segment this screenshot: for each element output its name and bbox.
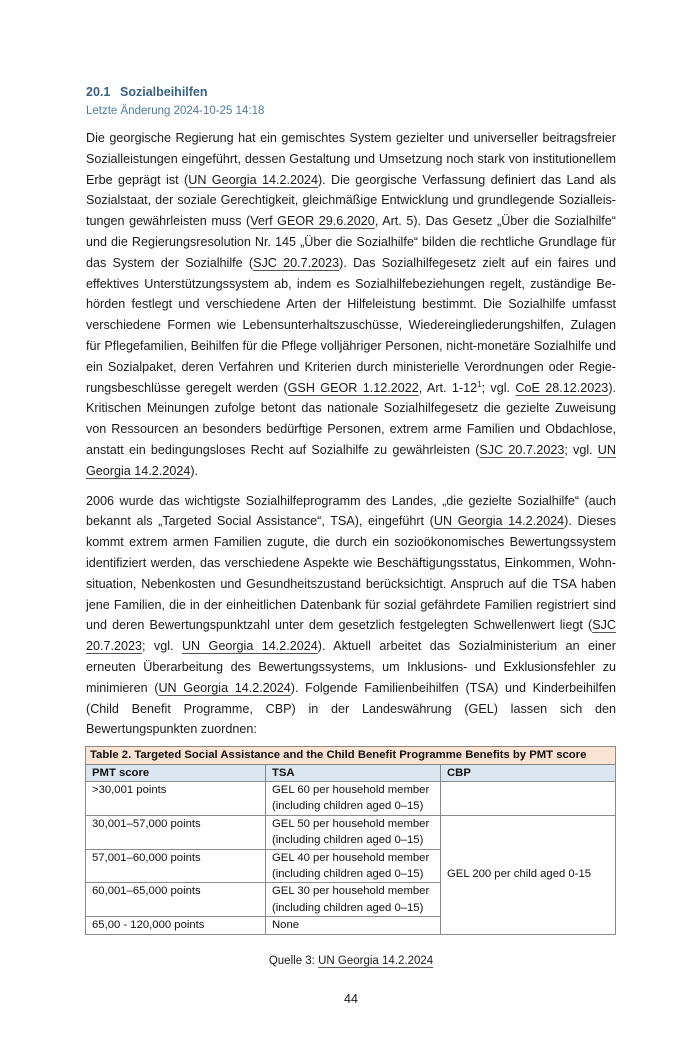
page-number: 44 <box>344 991 358 1006</box>
last-modified: Letzte Änderung 2024-10-25 14:18 <box>86 105 265 117</box>
table-row <box>86 781 616 815</box>
tsa-cell: GEL 40 per household member (including children aged 0–15) <box>266 849 441 883</box>
pmt-cell: 57,001–60,000 points <box>86 849 266 883</box>
tsa-cell: GEL 60 per household member (including children aged 0–15) <box>266 781 441 815</box>
pmt-cell: 60,001–65,000 points <box>86 883 266 917</box>
table-header-row <box>86 764 616 781</box>
cbp-cell <box>441 815 616 934</box>
citation-link[interactable]: UN Georgia 14.2.2024 <box>158 680 291 695</box>
citation-link[interactable]: SJC 20.7.2023 <box>479 442 565 457</box>
benefits-table <box>85 746 616 934</box>
citation-link[interactable]: SJC 20.7.2023 <box>253 255 340 270</box>
paragraph-text: ; vgl. <box>564 442 598 457</box>
citation-link[interactable]: GSH GEOR 1.12.2022 <box>287 380 419 395</box>
paragraph-text: ). Aktuell arbeitet das Sozialministerium an einer erneuten Überarbeitung des Bewertungssystems, um Inklusions- und Exklusionsfehler zu minimieren ( <box>86 639 616 695</box>
pmt-cell: >30,001 points <box>86 781 266 815</box>
table-title: Table 2. Targeted Social Assistance and the Child Benefit Programme Benefits by PMT score <box>86 747 616 764</box>
cbp-empty-cell <box>441 781 616 815</box>
citation-link[interactable]: SJC 20.7.2023 <box>86 618 616 654</box>
paragraph-text: Die georgische Regierung hat ein gemischtes System gezielter und universeller beitragsfreier Sozialleistungen eingeführt, dessen Gestaltung und Umsetzung noch stark von institutionellem Erbe geprägt ist ( <box>86 131 616 187</box>
paragraph-text: ). Das Sozialhilfegesetz zielt auf ein faires und effektives Unterstützungssystem ab, indem es Sozialhilfebeziehungen regelt, zuständige Behörden festlegt und verschiedene Arten der Hilfeleistung bestimmt. Die Sozialhilfe umfasst verschiedene Formen wie Lebensunterhaltszuschüsse, Wiedereingliederungshilfen, Zulagen für Pflegefamilien, Beihilfen für die Pflege volljähriger Personen, nicht-monetäre Sozialhilfe und ein Sozialpaket, deren Verfahren und Kriterien durch ministerielle Verordnungen oder Regierungsbeschlüsse geregelt werden ( <box>86 255 616 395</box>
pmt-cell: 65,00 - 120,000 points <box>86 917 266 934</box>
section-number: 20.1 <box>86 85 111 99</box>
paragraph-text: 2006 wurde das wichtigste Sozialhilfeprogramm des Landes, „die gezielte Sozialhilfe“ (auch bekannt als „Targeted Social Assistance“, TSA), eingeführt ( <box>86 493 616 529</box>
citation-link[interactable]: CoE 28.12.2023 <box>515 380 609 395</box>
paragraph-text: ). Folgende Familienbeihilfen (TSA) und Kinderbeihilfen (Child Benefit Programme, CBP) in der Landeswährung (GEL) lassen sich den Bewertungspunkten zuordnen: <box>86 680 616 737</box>
cbp-value: GEL 200 per child aged 0-15 <box>447 868 592 881</box>
table-caption <box>86 953 616 969</box>
caption-source-link[interactable]: UN Georgia 14.2.2024 <box>318 954 434 967</box>
paragraph-text: ). Kritischen Meinungen zufolge betont das nationale Sozialhilfegesetz die gezielte Zuweisung von Ressourcen an besonders bedürftige Personen, extrem arme Familien und Obdachlose, anstatt ein bedingungsloses Recht auf Sozialhilfe zu gewährleisten ( <box>86 380 617 457</box>
paragraph-text: ). Dieses kommt extrem armen Familien zugute, die durch ein sozioökonomisches Bewertungssystem identifiziert werden, das verschiedene Aspekte wie Beschäftigungsstatus, Einkommen, Wohnsituation, Nebenkosten und Gesundheitszustand berücksichtigt. Anspruch auf die TSA haben jene Familien, die in der einheitlichen Datenbank für sozial gefährdete Familien registriert sind und deren Bewertungspunktzahl unter dem gesetzlich festgelegten Schwellenwert liegt ( <box>86 514 616 633</box>
paragraph-text: , Art. 1-12 <box>418 380 478 395</box>
citation-link[interactable]: UN Georgia 14.2.2024 <box>181 639 318 654</box>
citation-link[interactable]: UN Georgia 14.2.2024 <box>86 442 616 478</box>
caption-prefix: Quelle 3: <box>268 954 319 967</box>
paragraph-2 <box>86 491 616 741</box>
tsa-cell: GEL 50 per household member (including children aged 0–15) <box>266 815 441 849</box>
table-row <box>86 815 616 849</box>
paragraph-text: ; vgl. <box>481 380 516 395</box>
citation-link[interactable]: UN Georgia 14.2.2024 <box>433 514 565 529</box>
paragraph-text: ). Die georgische Verfassung definiert das Land als Sozialstaat, der soziale Gerechtigkeit, gleichmäßige Entwicklung und grundlegende Sozialleistungen gewährleisten muss ( <box>86 172 616 229</box>
footnote-marker[interactable]: 1 <box>477 379 482 389</box>
section-title: Sozialbeihilfen <box>120 85 208 99</box>
section-heading <box>86 84 616 100</box>
tsa-cell: None <box>266 917 441 934</box>
pmt-cell: 30,001–57,000 points <box>86 815 266 849</box>
tsa-cell: GEL 30 per household member (including children aged 0–15) <box>266 883 441 917</box>
citation-link[interactable]: Verf GEOR 29.6.2020 <box>250 214 375 229</box>
header-tsa: TSA <box>266 764 441 781</box>
paragraph-text: ; vgl. <box>142 639 182 654</box>
paragraph-text: ). <box>190 463 199 478</box>
paragraph-1 <box>86 128 616 482</box>
citation-link[interactable]: UN Georgia 14.2.2024 <box>188 172 318 187</box>
paragraph-text: , Art. 5). Das Gesetz „Über die Sozialhilfe“ und die Regierungsresolution Nr. 145 „Über die Sozialhilfe“ bilden die rechtliche Grundlage für das System der Sozialhilfe ( <box>86 214 617 270</box>
header-pmt: PMT score <box>86 764 266 781</box>
header-cbp: CBP <box>441 764 616 781</box>
